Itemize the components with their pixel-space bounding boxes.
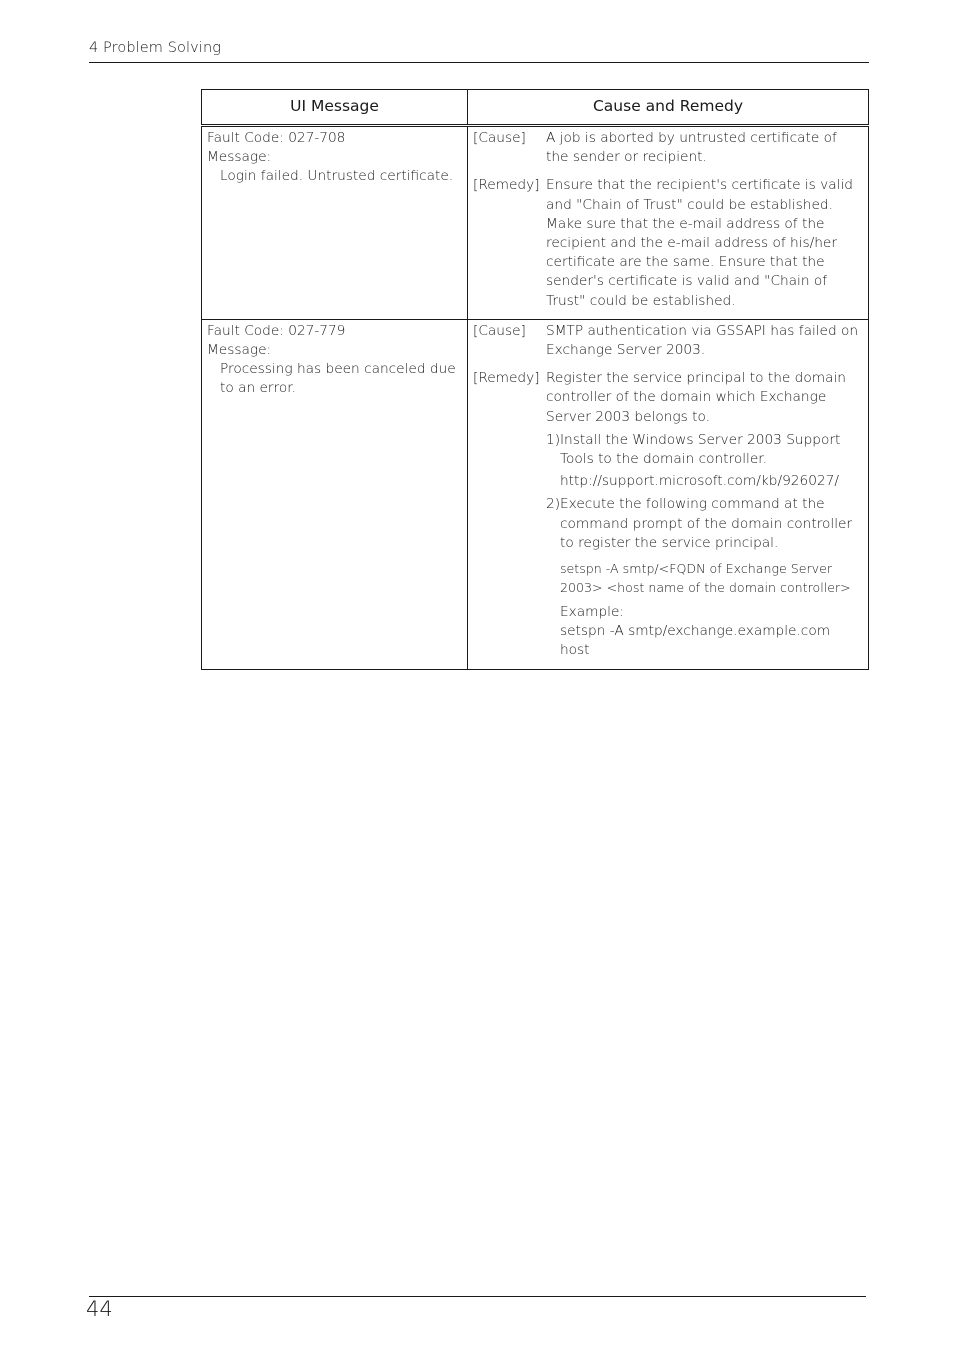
cause-remedy-cell xyxy=(468,126,869,320)
remedy-entry xyxy=(473,369,863,660)
message-text: Processing has been canceled due to an error. xyxy=(220,361,456,397)
section-header: 4 Problem Solving xyxy=(89,40,222,56)
example-command: setspn -A smtp/exchange.example.com host xyxy=(560,623,831,659)
footer-rule xyxy=(89,1296,866,1297)
ui-message-cell xyxy=(202,126,468,320)
remedy-label: [Remedy] xyxy=(473,177,540,194)
fault-code: Fault Code: 027-708 xyxy=(207,130,346,146)
fault-code-table xyxy=(201,89,869,670)
cause-label: [Cause] xyxy=(473,322,526,339)
ui-message-cell xyxy=(202,319,468,669)
cause-text: A job is aborted by untrusted certificate of the sender or recipient. xyxy=(546,130,837,166)
table-row xyxy=(202,126,869,320)
message-label: Message: xyxy=(207,342,272,359)
page-number: 44 xyxy=(86,1297,113,1321)
table-row xyxy=(202,319,869,669)
cause-text: SMTP authentication via GSSAPI has failed on Exchange Server 2003. xyxy=(546,322,859,359)
cause-entry xyxy=(473,129,863,167)
remedy-text: Ensure that the recipient's certificate is valid and "Chain of Trust" could be established. Make sure that the e-mail address of the recipient and the e-mail address of his/her certificate are the same. Ensure that the sender's certificate is valid and "Chain of Trust" could be established. xyxy=(546,177,853,309)
message-label: Message: xyxy=(207,149,272,166)
header-rule xyxy=(89,62,869,63)
remedy-entry xyxy=(473,176,863,310)
step-text: Execute the following command at the command prompt of the domain controller to register the service principal. xyxy=(560,496,853,551)
message-text: Login failed. Untrusted certificate. xyxy=(220,168,454,185)
column-header-cause-remedy: Cause and Remedy xyxy=(468,90,869,126)
remedy-body xyxy=(546,369,863,660)
step-text: Install the Windows Server 2003 Support Tools to the domain controller. xyxy=(560,431,841,468)
fault-code: Fault Code: 027-779 xyxy=(207,322,346,339)
remedy-label: [Remedy] xyxy=(473,370,540,387)
cause-remedy-cell xyxy=(468,319,869,669)
step-2 xyxy=(546,495,863,553)
cause-label: [Cause] xyxy=(473,130,526,146)
support-url: http://support.microsoft.com/kb/926027/ xyxy=(560,473,839,490)
setspn-command: setspn -A smtp/<FQDN of Exchange Server 2003> <host name of the domain controller> xyxy=(560,561,851,596)
step-number: 2) xyxy=(546,496,561,513)
column-header-ui-message: UI Message xyxy=(202,90,468,126)
table-header-row xyxy=(202,90,869,126)
example-label: Example: xyxy=(560,604,624,621)
remedy-text: Register the service principal to the domain controller of the domain which Exchange Server 2003 belongs to. xyxy=(546,370,846,425)
cause-entry xyxy=(473,322,863,360)
step-1 xyxy=(546,431,863,469)
step-number: 1) xyxy=(546,431,561,448)
